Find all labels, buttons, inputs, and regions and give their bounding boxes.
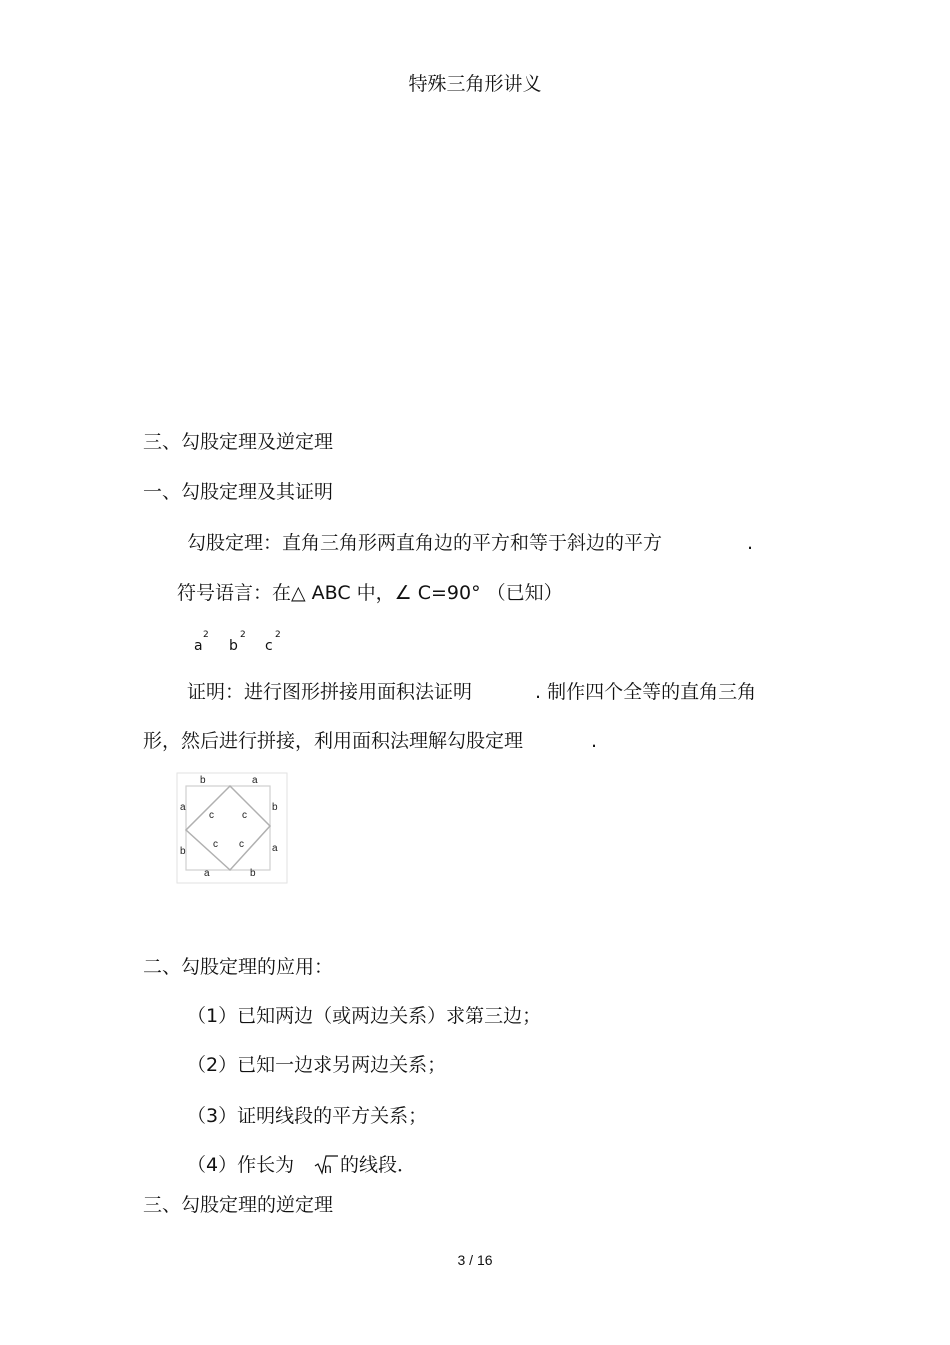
proof-line-1: 证明：进行图形拼接用面积法证明 <box>187 681 473 703</box>
label-right-b: b <box>272 802 278 813</box>
section-heading: 三、勾股定理及逆定理 <box>143 431 334 453</box>
subsection-heading-3: 三、勾股定理的逆定理 <box>143 1194 334 1216</box>
subsection-heading-2: 二、勾股定理的应用： <box>143 956 334 978</box>
subsection-heading-1: 一、勾股定理及其证明 <box>143 481 334 503</box>
page-number: 3 / 16 <box>457 1252 493 1268</box>
application-item-2: （2）已知一边求另两边关系； <box>187 1054 447 1076</box>
theorem-text: 勾股定理：直角三角形两直角边的平方和等于斜边的平方 <box>187 532 663 554</box>
label-top-a: a <box>252 775 258 786</box>
application-item-3: （3）证明线段的平方关系； <box>187 1105 428 1127</box>
theorem-period: . <box>747 532 754 554</box>
application-item-4-suffix: 的线段． <box>340 1154 417 1176</box>
label-c-lower-left: c <box>213 839 218 850</box>
formula-a-exp: 2 <box>203 630 209 640</box>
formula-b: b <box>229 638 238 654</box>
label-top-b: b <box>200 775 206 786</box>
label-c-upper-right: c <box>242 810 247 821</box>
formula-c: c <box>265 638 273 654</box>
label-left-a: a <box>180 802 186 813</box>
sqrt-radicand: n <box>324 1160 332 1176</box>
application-item-4-prefix: （4）作长为 <box>187 1154 295 1176</box>
page-title: 特殊三角形讲义 <box>408 73 542 95</box>
proof-line-2: 形，然后进行拼接，利用面积法理解勾股定理 <box>143 730 524 752</box>
outer-square <box>186 786 270 870</box>
formula-b-exp: 2 <box>240 630 246 640</box>
label-c-lower-right: c <box>239 839 244 850</box>
proof-line-2-end: . <box>591 730 598 752</box>
label-left-b: b <box>180 846 186 857</box>
label-right-a: a <box>272 843 278 854</box>
inner-square <box>186 786 270 870</box>
symbol-language: 符号语言：在△ ABC 中，∠ C=90° （已知） <box>177 582 563 604</box>
formula-c-exp: 2 <box>275 630 281 640</box>
application-item-1: （1）已知两边（或两边关系）求第三边； <box>187 1005 542 1027</box>
label-bottom-a: a <box>204 868 210 879</box>
proof-square-diagram <box>176 772 288 884</box>
formula-a: a <box>194 638 203 654</box>
label-c-upper-left: c <box>209 810 214 821</box>
proof-line-1-end: . 制作四个全等的直角三角 <box>535 681 757 703</box>
label-bottom-b: b <box>250 868 256 879</box>
